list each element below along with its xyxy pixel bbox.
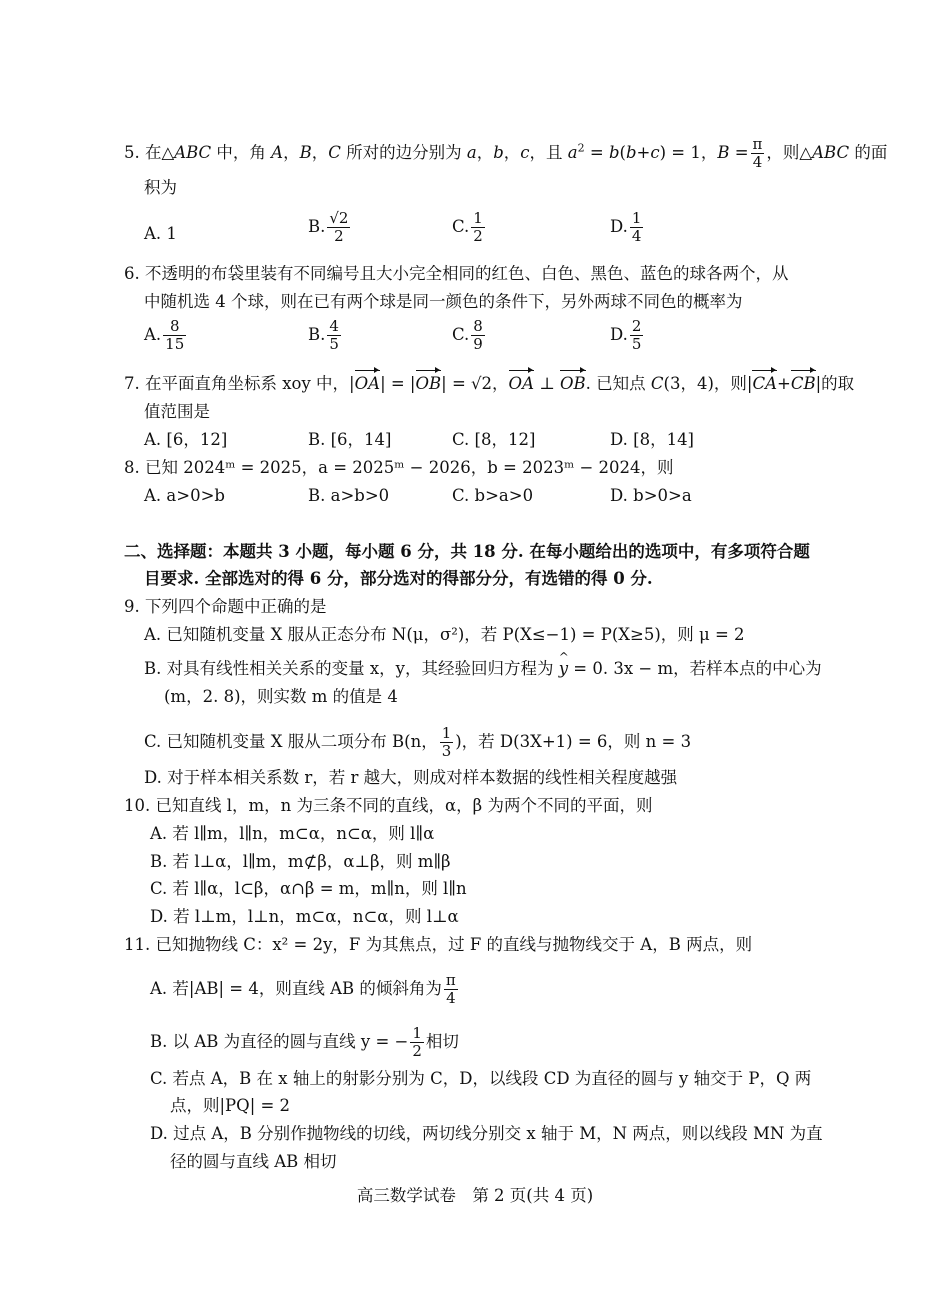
q11-option-c-line2: 点，则|PQ| = 2 <box>170 1096 291 1115</box>
q5-option-d: D. $\frac{1}{4}$ <box>610 209 642 245</box>
q6-line1: 6. 不透明的布袋里装有不同编号且大小完全相同的红色、白色、黑色、蓝色的球各两个，从 <box>124 264 789 283</box>
q5-option-b: B. $\frac{√2}{2}$ <box>308 209 349 245</box>
q7-option-b: B. [6，14] <box>308 430 392 449</box>
q6-option-d: D. $\frac{2}{5}$ <box>610 317 642 353</box>
q7-line2: 值范围是 <box>144 402 210 421</box>
q10-option-a: A. 若 l∥m，l∥n，m⊂α，n⊂α，则 l∥α <box>150 824 435 843</box>
q7-line1: 7. 在平面直角坐标系 xoy 中，|OA| = |OB| = √2，OA ⊥ OB. 已知点 C(3，4)，则|CA+CB|的取 <box>124 372 854 396</box>
q5-option-c: C. $\frac{1}{2}$ <box>452 209 483 245</box>
q11-option-d-line2: 径的圆与直线 AB 相切 <box>170 1152 337 1171</box>
q5-text: 5. 在△ABC 中，角 A，B，C 所对的边分别为 a，b，c，且 $a^2 = b(b+c) = 1$，B = <box>124 141 749 162</box>
q9-option-b-line1: B. 对具有线性相关关系的变量 x，y，其经验回归方程为 ^ y = 0. 3x − m，若样本点的中心为 <box>144 657 822 681</box>
q11-stem: 11. 已知抛物线 C：x² = 2y，F 为其焦点，过 F 的直线与抛物线交于 A，B 两点，则 <box>124 935 753 954</box>
q5-b-fraction: $\frac{\pi}{4}$ <box>752 135 763 171</box>
q11-option-c-line1: C. 若点 A，B 在 x 轴上的射影分别为 C，D，以线段 CD 为直径的圆与 y 轴交于 P，Q 两 <box>150 1069 812 1088</box>
q6-line2: 中随机选 4 个球，则在已有两个球是同一颜色的条件下，另外两球不同色的概率为 <box>144 292 743 311</box>
q11-option-d-line1: D. 过点 A，B 分别作抛物线的切线，两切线分别交 x 轴于 M，N 两点，则以线段 MN 为直 <box>150 1124 823 1143</box>
q7-option-c: C. [8，12] <box>452 430 536 449</box>
q6-option-a: A. $\frac{8}{15}$ <box>144 317 185 353</box>
q10-option-d: D. 若 l⊥m，l⊥n，m⊂α，n⊂α，则 l⊥α <box>150 907 459 926</box>
q7-option-d: D. [8，14] <box>610 430 694 449</box>
q8-option-b: B. a>b>0 <box>308 486 390 505</box>
q8-option-c: C. b>a>0 <box>452 486 534 505</box>
q5-line1: 5. 在△ABC 中，角 A，B，C 所对的边分别为 a，b，c，且 $a^2 = b(b+c) = 1$，B = $\frac{\pi}{4}$ ，则△ABC 的面 <box>124 135 888 171</box>
q9-option-d: D. 对于样本相关系数 r，若 r 越大，则成对样本数据的线性相关程度越强 <box>144 768 678 787</box>
q8-option-d: D. b>0>a <box>610 486 692 505</box>
q9-option-c: C. 已知随机变量 X 服从二项分布 B(n， $\frac{1}{3}$ )，若 D(3X+1) = 6，则 n = 3 <box>144 724 692 760</box>
q5-line2: 积为 <box>144 178 177 197</box>
q9-stem: 9. 下列四个命题中正确的是 <box>124 597 327 616</box>
q10-stem: 10. 已知直线 l，m，n 为三条不同的直线，α，β 为两个不同的平面，则 <box>124 796 653 815</box>
q5-option-a: A. 1 <box>144 224 177 243</box>
q6-option-c: C. $\frac{8}{9}$ <box>452 317 483 353</box>
q9-option-b-line2: (m，2. 8)，则实数 m 的值是 4 <box>164 687 398 706</box>
section2-heading-line2: 目要求. 全部选对的得 6 分，部分选对的得部分分，有选错的得 0 分. <box>144 569 653 588</box>
q6-option-b: B. $\frac{4}{5}$ <box>308 317 339 353</box>
q10-option-b: B. 若 l⊥α，l∥m，m⊄β，α⊥β，则 m∥β <box>150 852 451 871</box>
page-footer: 高三数学试卷 第 2 页(共 4 页) <box>356 1186 594 1205</box>
q11-option-a: A. 若|AB| = 4，则直线 AB 的倾斜角为 $\frac{\pi}{4}$ <box>150 971 456 1007</box>
q8-option-a: A. a>0>b <box>144 486 225 505</box>
section2-heading-line1: 二、选择题：本题共 3 小题，每小题 6 分，共 18 分. 在每小题给出的选项中，有多项符合题 <box>124 542 810 561</box>
q8-line1: 8. 已知 2024ᵐ = 2025，a = 2025ᵐ − 2026，b = 2023ᵐ − 2024，则 <box>124 458 674 477</box>
q11-option-b: B. 以 AB 为直径的圆与直线 y = − $\frac{1}{2}$ 相切 <box>150 1024 459 1060</box>
q10-option-c: C. 若 l∥α，l⊂β，α∩β = m，m∥n，则 l∥n <box>150 879 467 898</box>
q9-option-a: A. 已知随机变量 X 服从正态分布 N(μ，σ²)，若 P(X≤−1) = P(X≥5)，则 μ = 2 <box>144 625 745 644</box>
q7-option-a: A. [6，12] <box>144 430 228 449</box>
